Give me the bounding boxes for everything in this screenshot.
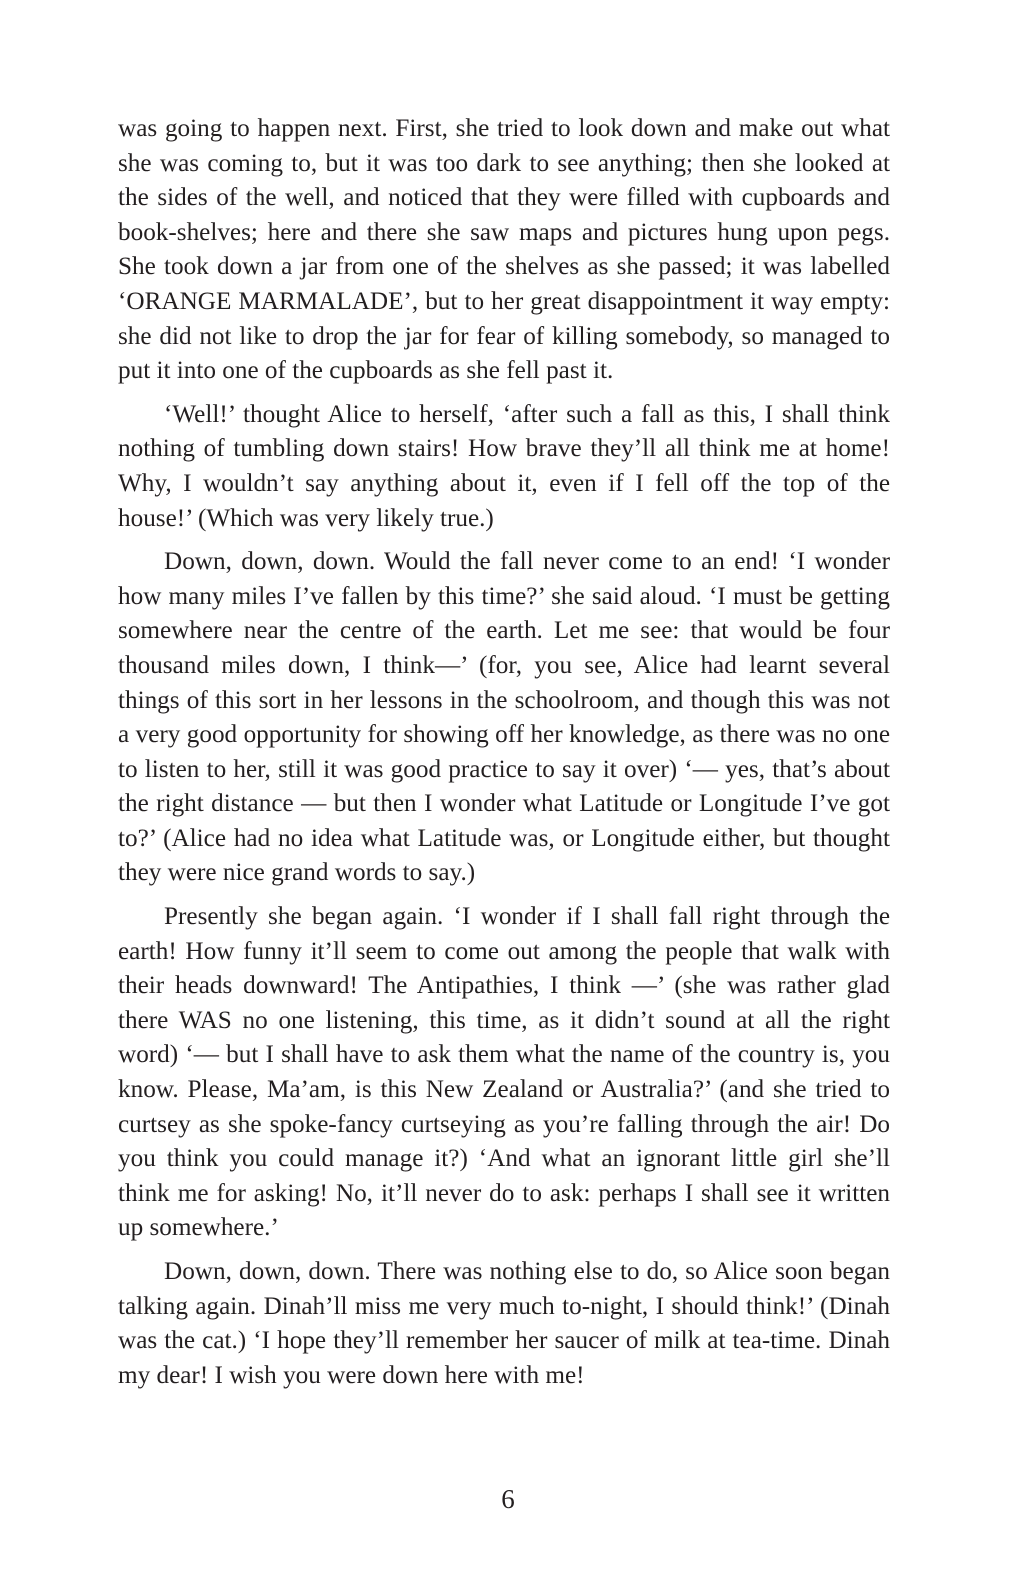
page-number: 6 [501,1484,515,1514]
paragraph-dinah: Down, down, down. There was nothing else to do, so Alice soon began talking again. Dinah’ll miss me very much to-night, I should think!’ (Dinah was the cat.) ‘I hope they’ll remember her saucer of milk at tea-time. Dinah my dear! I wish you were down here with me! [118,1258,890,1389]
paragraph-presently: Presently she began again. ‘I wonder if I shall fall right through the earth! How funny it’ll seem to come out among the people that walk with their heads downward! The Antipathies, I think —’ (she was rather glad there WAS no one listening, this time, as it didn’t sound at all the right word) ‘— but I shall have to ask them what the name of the country is, you know. Please, Ma’am, is this New Zealand or Australia?’ (and she tried to curtsey as she spoke-fancy curtseying as you’re falling through the air! Do you think you could manage it?) ‘And what an ignorant little girl she’ll think me for asking! No, it’ll never do to ask: perhaps I shall see it written up somewhere.’ [118,903,890,1242]
paragraph-down-down-down: Down, down, down. Would the fall never come to an end! ‘I wonder how many miles I’ve fallen by this time?’ she said aloud. ‘I must be getting somewhere near the centre of the earth. Let me see: that would be four thousand miles down, I think—’ (for, you see, Alice had learnt several things of this sort in her lessons in the schoolroom, and though this was not a very good opportunity for showing off her knowledge, as there was no one to listen to her, still it was good practice to say it over) ‘— yes, that’s about the right distance — but then I wonder what Latitude or Longitude I’ve got to?’ (Alice had no idea what Latitude was, or Longitude either, but thought they were nice grand words to say.) [118,548,890,887]
paragraph-continuation: was going to happen next. First, she tried to look down and make out what she was coming to, but it was too dark to see anything; then she looked at the sides of the well, and noticed that they were filled with cupboards and book-shelves; here and there she saw maps and pictures hung upon pegs. She took down a jar from one of the shelves as she passed; it was labelled ‘ORANGE MARMALADE’, but to her great disappointment it way empty: she did not like to drop the jar for fear of killing somebody, so managed to put it into one of the cupboards as she fell past it. [118,115,890,385]
paragraph-well: ‘Well!’ thought Alice to herself, ‘after such a fall as this, I shall think nothing of tumbling down stairs! How brave they’ll all think me at home! Why, I wouldn’t say anything about it, even if I fell off the top of the house!’ (Which was very likely true.) [118,400,890,532]
page-body [118,112,890,1402]
